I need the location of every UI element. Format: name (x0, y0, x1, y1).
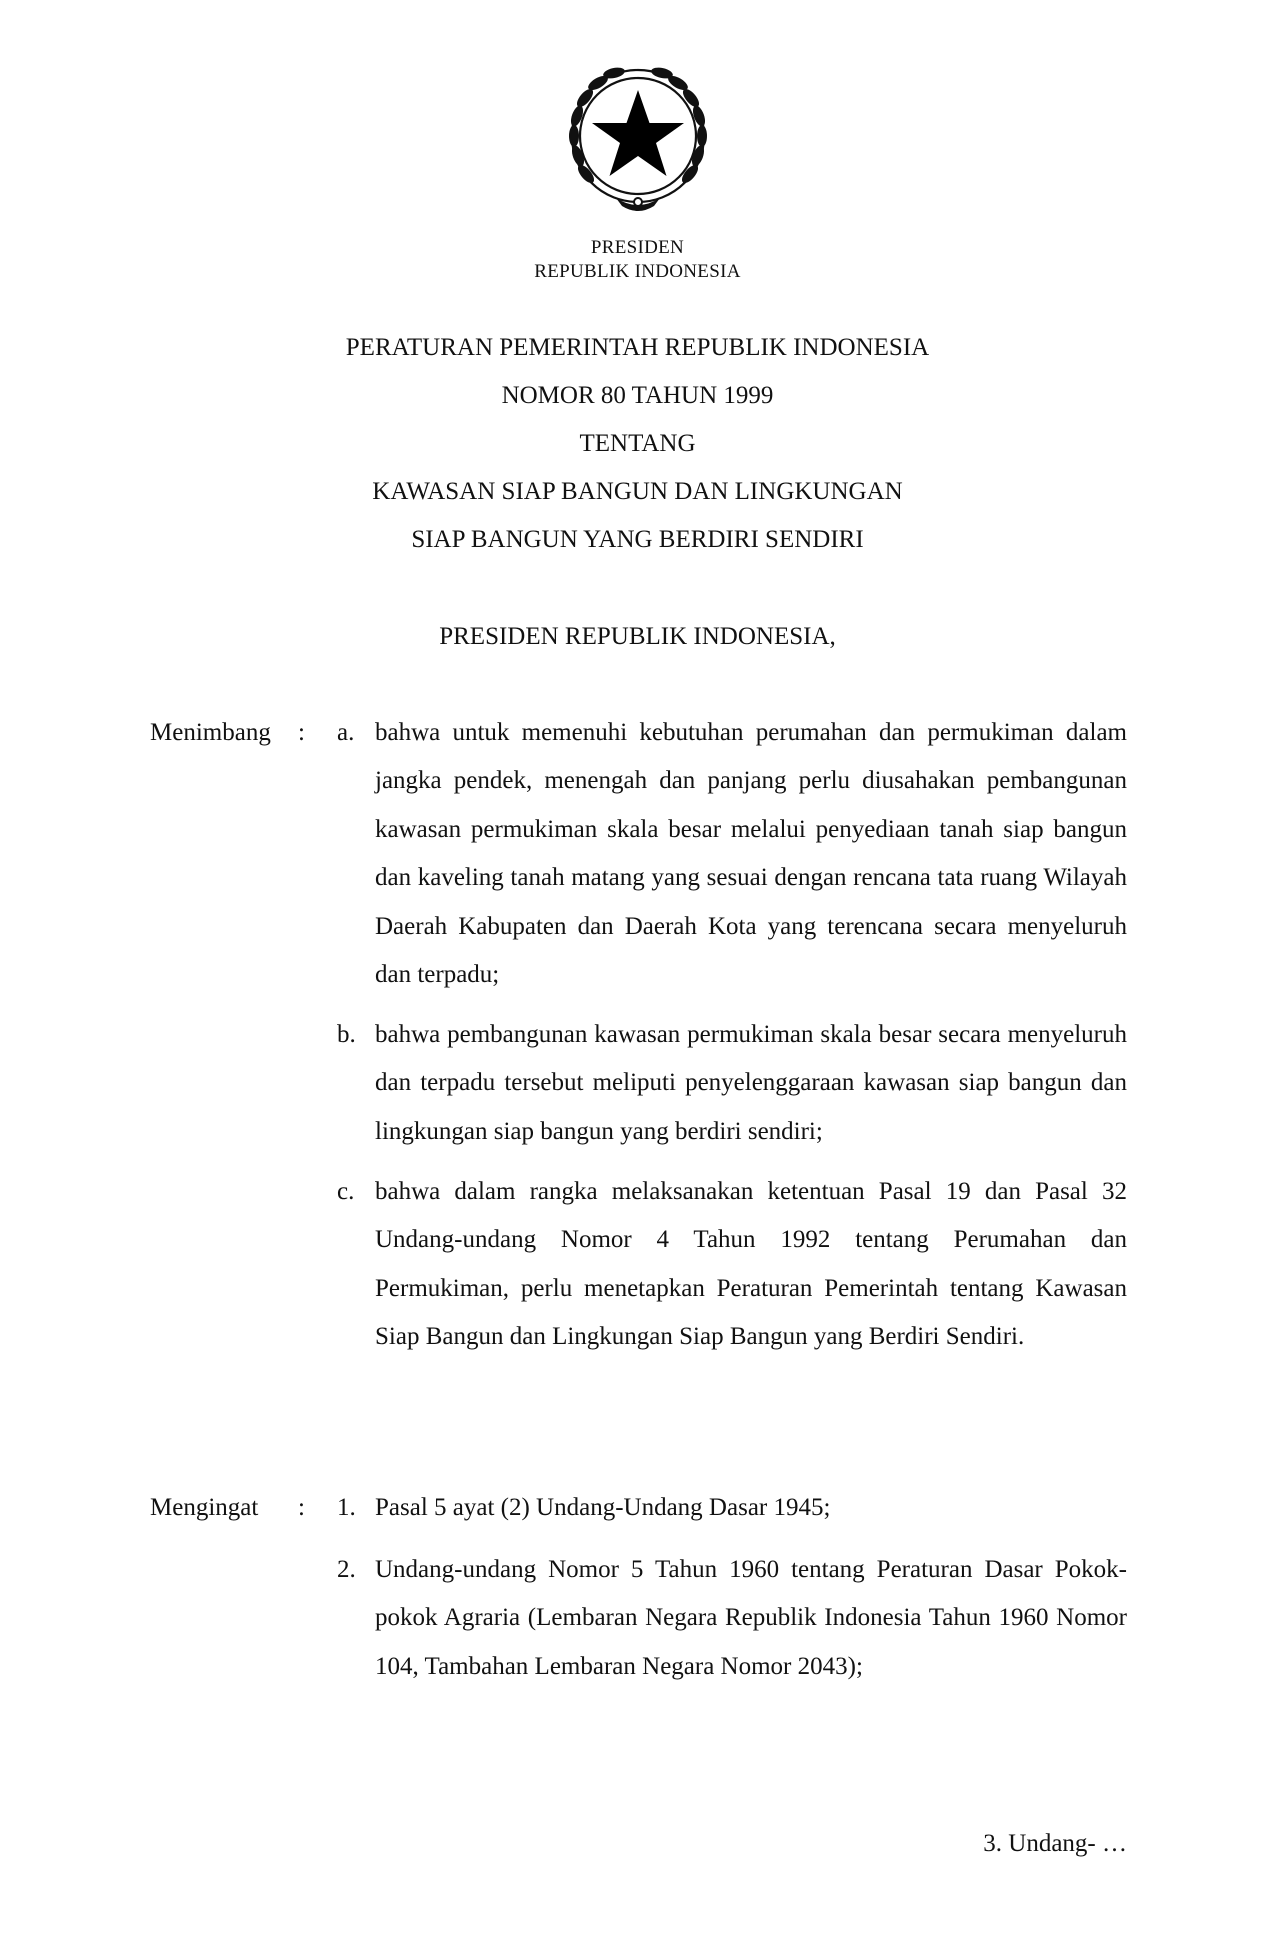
enacting-authority: PRESIDEN REPUBLIK INDONESIA, (439, 623, 836, 650)
title-subject-line1: KAWASAN SIAP BANGUN DAN LINGKUNGAN (372, 478, 903, 505)
mengingat-item-text: Pasal 5 ayat (2) Undang-Undang Dasar 1945; (375, 1494, 831, 1521)
mengingat-item-marker: 1. (337, 1494, 356, 1521)
continuation-marker: 3. Undang- … (983, 1830, 1127, 1857)
title-regulation-type: PERATURAN PEMERINTAH REPUBLIK INDONESIA (345, 334, 930, 361)
mengingat-label: Mengingat (150, 1494, 259, 1521)
menimbang-colon: : (298, 719, 305, 746)
menimbang-label: Menimbang (150, 719, 271, 746)
mengingat-item-marker: 2. (337, 1556, 356, 1583)
issuer-line-republik: REPUBLIK INDONESIA (534, 261, 741, 282)
menimbang-item-text: bahwa untuk memenuhi kebutuhan perumahan dan permukiman dalam jangka pendek, menengah dan panjang perlu diusahakan pembangunan kawasan permukiman skala besar melalui penyediaan tanah siap bangun dan kaveling tanah matang yang sesuai dengan rencana tata ruang Wilayah Daerah Kabupaten dan Daerah Kota yang terencana secara menyeluruh dan terpadu; (375, 719, 1127, 989)
menimbang-item-marker: c. (337, 1178, 355, 1205)
title-tentang: TENTANG (579, 430, 696, 457)
menimbang-item-text: bahwa pembangunan kawasan permukiman skala besar secara menyeluruh dan terpadu tersebut meliputi penyelenggaraan kawasan siap bangun dan lingkungan siap bangun yang berdiri sendiri; (375, 1021, 1127, 1145)
mengingat-item-text: Undang-undang Nomor 5 Tahun 1960 tentang Peraturan Dasar Pokok-pokok Agraria (Lembaran Negara Republik Indonesia Tahun 1960 Nomor 104, Tambahan Lembaran Negara Nomor 2043); (375, 1556, 1127, 1680)
presidential-emblem-icon (556, 56, 720, 220)
menimbang-item-marker: a. (337, 719, 355, 746)
issuer-line-presiden: PRESIDEN (590, 237, 685, 258)
title-number-year: NOMOR 80 TAHUN 1999 (501, 382, 774, 409)
mengingat-colon: : (298, 1494, 305, 1521)
menimbang-item-text: bahwa dalam rangka melaksanakan ketentuan Pasal 19 dan Pasal 32 Undang-undang Nomor 4 Tahun 1992 tentang Perumahan dan Permukiman, perlu menetapkan Peraturan Pemerintah tentang Kawasan Siap Bangun dan Lingkungan Siap Bangun yang Berdiri Sendiri. (375, 1178, 1127, 1351)
menimbang-item-marker: b. (337, 1021, 356, 1048)
title-subject-line2: SIAP BANGUN YANG BERDIRI SENDIRI (411, 526, 864, 553)
